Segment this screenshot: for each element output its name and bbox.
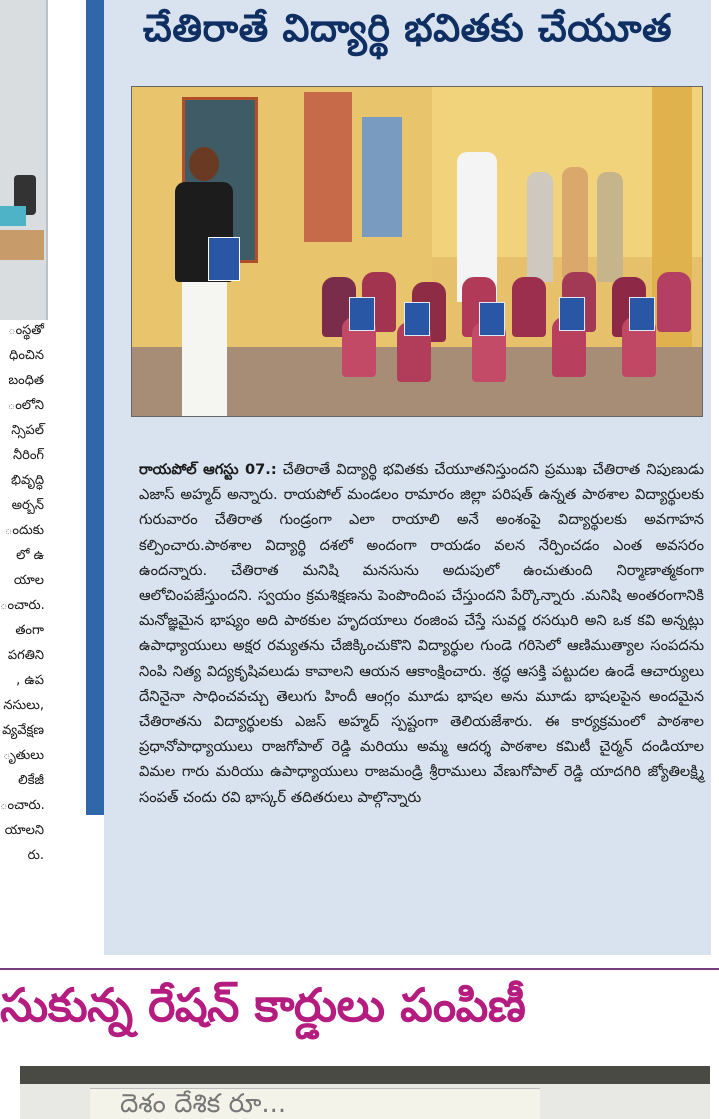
left-line: యాలని (4, 823, 44, 838)
bottom-photo (20, 1066, 710, 1119)
left-line: నసులు, (3, 698, 44, 713)
left-line: వ్యవేక్షణ (2, 723, 44, 738)
bottom-headline: సుకున్న రేషన్ కార్డులు పంపిణీ (0, 978, 526, 1032)
left-line: పగతిని (7, 648, 44, 663)
desk-shape (0, 230, 44, 260)
left-article-photo (0, 0, 48, 320)
photo-sign: దెశం దేశిక రూ... (90, 1088, 540, 1119)
students-group (322, 237, 702, 377)
left-line: బంధిత (8, 373, 44, 388)
left-line: భివృద్ధి (10, 473, 44, 488)
accent-strip (86, 0, 104, 815)
left-line: ంలోని (7, 398, 44, 413)
speaker-figure (167, 147, 242, 416)
article-photo (131, 86, 703, 417)
left-line: అర్బన్ (11, 498, 44, 513)
left-line: ధించిన (9, 348, 44, 363)
left-line: న్సిపల్ (11, 423, 44, 438)
article-body-text: చేతిరాతే విద్యార్థి భవితకు చేయూతనిస్తుందని ప్రముఖ చేతిరాత నిపుణుడు ఎజాస్ అహ్మద్ అన్నారు. రాయపోల్ మండలం రామారం జిల్లా పరిషత్ ఉన్నత పాఠశాల విద్యార్థులకు గురువారం చేతిరాత గుండ్రంగా ఎలా రాయాలి అనే అంశంపై విద్యార్థులకు అవగాహన కల్పించారు.పాఠశాల విద్యార్థి దశలో అందంగా రాయడం వలన నేర్పించడం ఎంత అవసరం ఉందన్నారు. చేతిరాత మనిషి మనసును అదుపులో ఉంచుతుంది నిర్మాణాత్మకంగా ఆలోచింపజేస్తుందని. స్వయం క్రమశిక్షణను పెంపొందింప చేస్తుందని పేర్కొన్నారు .మనిషి అంతరంగానికి మనోజ్ఞమైన భాష్యం అది పాఠకుల హృదయాలు రంజింప చేస్తే సువర్ణ రసఝరి అని ఒక కవి అన్నట్లు ఉపాధ్యాయులు అక్షర రమ్యతను చేజిక్కించుకొని విద్యార్థుల గుండె గరిసెలో ఆణిముత్యాల సంపదను నింపి నిత్య విద్యకృషివలుడు కావాలని ఆయన ఆకాంక్షించారు. శ్రద్ధ ఆసక్తి పట్టుదల ఉండే ఆచార్యులు దేనినైనా సాధించవచ్చు తెలుగు హిందీ ఆంగ్లం మూడు భాషల అను మూడు భాషలపైన అందమైన చేతిరాతను విద్యార్థులకు ఎజస్ అహ్మద్ స్పష్టంగా తెలియజేశారు. ఈ కార్యక్రమంలో పాఠశాల ప్రధానోపాధ్యాయులు రాజగోపాల్ రెడ్డి మరియు అమ్మ ఆదర్శ పాఠశాల కమిటీ చైర్మన్ దండియాల విమల గారు మరియు ఉపాధ్యాయులు రాజమండ్రి శ్రీరాములు వేణుగోపాల్ రెడ్డి యాదగిరి జ్యోతిలక్ష్మి సంపత్ చందు రవి భాస్కర్ తదితరులు పాల్గొన్నారు (139, 461, 704, 806)
article-headline: చేతిరాతే విద్యార్థి భవితకు చేయూత (142, 6, 673, 50)
left-line: ందుకు (4, 523, 44, 538)
left-line: యాల (13, 573, 44, 588)
poster-shape (362, 117, 402, 237)
left-line: ంచారు. (0, 598, 45, 613)
held-book (208, 237, 240, 281)
left-line: ంచారు. (0, 798, 45, 813)
left-article-text (0, 318, 46, 943)
left-line: నీరింగ్ (12, 448, 44, 463)
left-line: ృతులు (2, 748, 44, 763)
dateline: రాయపోల్ ఆగస్టు 07.: (139, 461, 277, 478)
poster-shape (304, 92, 352, 242)
left-line: , ఉప (16, 673, 44, 688)
left-line: లికేజీ (18, 773, 44, 788)
paper-shape (0, 206, 26, 226)
article-body (139, 457, 704, 810)
left-line: ంస్థతో (8, 323, 44, 338)
left-line: లో ఉ (16, 548, 44, 563)
left-line: తంగా (15, 623, 44, 638)
left-line: రు. (27, 848, 44, 863)
section-divider (0, 968, 719, 970)
